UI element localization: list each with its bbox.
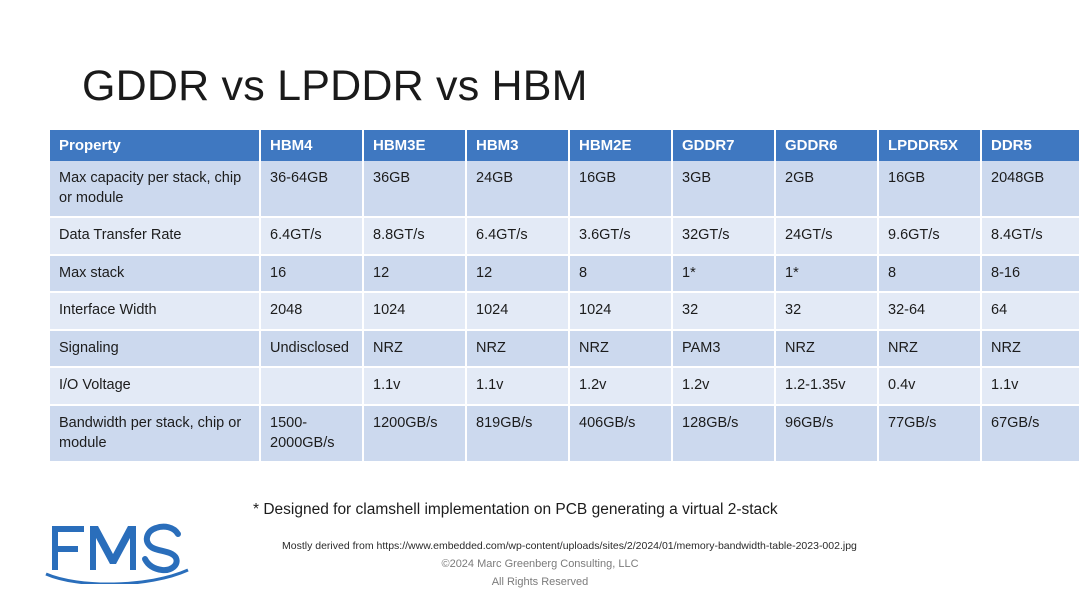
source-attribution: Mostly derived from https://www.embedded.com/wp-content/uploads/sites/2/2024/01/memory-bandwidth-table-2023-002.jpg [282,540,857,552]
table-cell: 2048 [260,292,363,330]
table-cell: 1500-2000GB/s [260,405,363,462]
table-cell: 8 [569,255,672,293]
table-cell: 6.4GT/s [260,217,363,255]
table-cell: 1.1v [363,367,466,405]
table-cell: 819GB/s [466,405,569,462]
table-cell: 1024 [569,292,672,330]
table-row [50,330,1079,368]
table-cell: 8 [878,255,981,293]
row-property: Signaling [50,330,260,368]
table-cell: 128GB/s [672,405,775,462]
table-cell: 1.2-1.35v [775,367,878,405]
table-cell: 77GB/s [878,405,981,462]
table-cell: 36GB [363,161,466,217]
table-cell: 1024 [363,292,466,330]
table-cell: 1200GB/s [363,405,466,462]
table-header-cell: LPDDR5X [878,130,981,161]
table-header-cell: HBM3 [466,130,569,161]
row-property: Max capacity per stack, chip or module [50,161,260,217]
table-cell: NRZ [981,330,1079,368]
table-header-cell: HBM3E [363,130,466,161]
table-cell: 1.1v [981,367,1079,405]
table-cell: 406GB/s [569,405,672,462]
table-header-row [50,130,1079,161]
table-row [50,405,1079,462]
table-header-cell: DDR5 [981,130,1079,161]
copyright-text: ©2024 Marc Greenberg Consulting, LLC [441,558,639,570]
table-cell: 36-64GB [260,161,363,217]
row-property: Max stack [50,255,260,293]
table-cell: 9.6GT/s [878,217,981,255]
table-row [50,217,1079,255]
table-cell: NRZ [878,330,981,368]
table-cell: NRZ [775,330,878,368]
table-cell: 12 [466,255,569,293]
table-header-cell: HBM4 [260,130,363,161]
table-row [50,367,1079,405]
row-property: Data Transfer Rate [50,217,260,255]
table-header-cell: Property [50,130,260,161]
table-cell: 1.1v [466,367,569,405]
table-cell: 8-16 [981,255,1079,293]
table-header-cell: HBM2E [569,130,672,161]
fms-logo-icon [38,512,198,584]
table-row [50,292,1079,330]
table-cell: NRZ [363,330,466,368]
table-cell [260,367,363,405]
table-cell: 16 [260,255,363,293]
table-cell: 8.8GT/s [363,217,466,255]
comparison-table [50,130,1079,463]
table-cell: 32 [775,292,878,330]
table-cell: 6.4GT/s [466,217,569,255]
table-row [50,255,1079,293]
table-header-cell: GDDR6 [775,130,878,161]
table-cell: 32-64 [878,292,981,330]
table-cell: NRZ [569,330,672,368]
table-header-cell: GDDR7 [672,130,775,161]
row-property: I/O Voltage [50,367,260,405]
table-cell: 0.4v [878,367,981,405]
table-cell: 3.6GT/s [569,217,672,255]
table-cell: 1.2v [672,367,775,405]
footnote-text: * Designed for clamshell implementation on PCB generating a virtual 2-stack [253,501,778,518]
table-cell: 1.2v [569,367,672,405]
table-cell: 24GB [466,161,569,217]
table-cell: 2GB [775,161,878,217]
table-cell: 32GT/s [672,217,775,255]
table-cell: Undisclosed [260,330,363,368]
table-cell: 67GB/s [981,405,1079,462]
table-cell: 8.4GT/s [981,217,1079,255]
table-cell: 12 [363,255,466,293]
rights-text: All Rights Reserved [491,576,589,588]
page-title: GDDR vs LPDDR vs HBM [82,62,588,110]
table-cell: 2048GB [981,161,1079,217]
table-row [50,161,1079,217]
table-cell: 24GT/s [775,217,878,255]
row-property: Interface Width [50,292,260,330]
table-cell: 1* [775,255,878,293]
table-cell: 32 [672,292,775,330]
table-cell: 16GB [878,161,981,217]
table-cell: 96GB/s [775,405,878,462]
row-property: Bandwidth per stack, chip or module [50,405,260,462]
table-cell: 3GB [672,161,775,217]
table-cell: NRZ [466,330,569,368]
table-cell: 1024 [466,292,569,330]
table-cell: 16GB [569,161,672,217]
table-cell: 1* [672,255,775,293]
table-cell: PAM3 [672,330,775,368]
table-cell: 64 [981,292,1079,330]
